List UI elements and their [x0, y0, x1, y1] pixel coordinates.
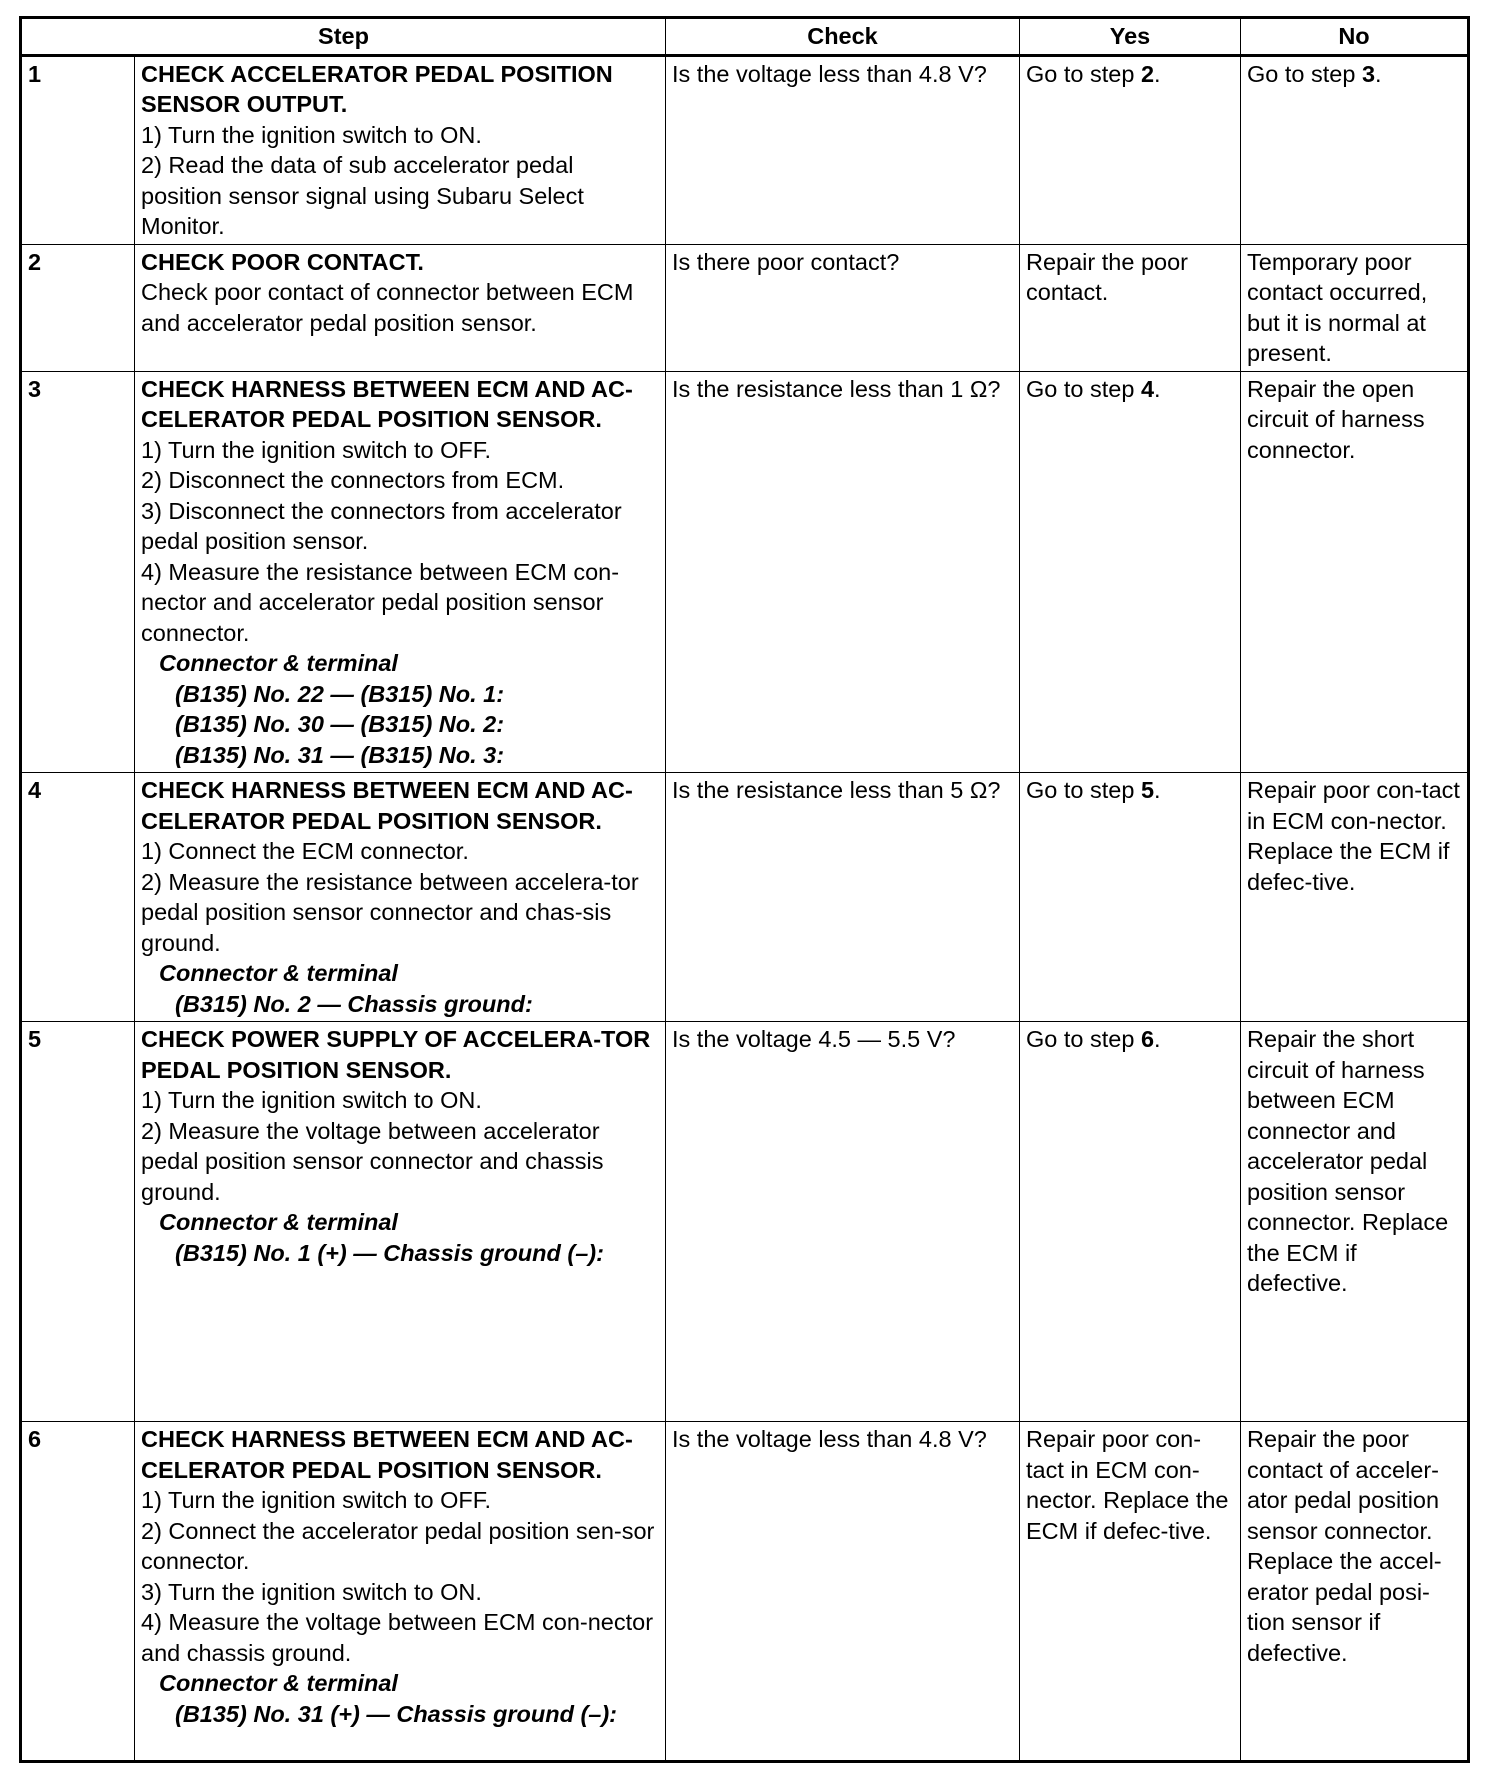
step-title: CHECK HARNESS BETWEEN ECM AND AC-CELERATOR PEDAL POSITION SENSOR. — [141, 375, 633, 432]
step-instruction: 2) Measure the resistance between accelera-tor pedal position sensor connector and chas-sis ground. — [141, 868, 639, 956]
step-instruction: 1) Connect the ECM connector. — [141, 838, 469, 864]
no-prefix: Repair the short circuit of harness between ECM connector and accelerator pedal position sensor connector. Replace the ECM if defective. — [1247, 1026, 1449, 1296]
step-action — [135, 55, 666, 244]
step-number: 2 — [21, 244, 135, 371]
check-question: Is there poor contact? — [666, 244, 1020, 371]
yes-prefix: Repair the poor contact. — [1026, 248, 1188, 305]
no-text — [1247, 775, 1461, 897]
yes-outcome — [1020, 773, 1241, 1022]
header-no: No — [1241, 18, 1469, 56]
no-outcome — [1241, 371, 1469, 773]
yes-text — [1026, 374, 1234, 405]
table-row — [21, 55, 1469, 244]
yes-text — [1026, 1424, 1234, 1546]
table-row — [21, 1022, 1469, 1422]
yes-step-number: 2 — [1140, 60, 1155, 87]
table-header-row — [21, 18, 1469, 56]
step-action — [135, 773, 666, 1022]
yes-prefix: Go to step — [1026, 1026, 1141, 1052]
no-outcome — [1241, 1022, 1469, 1422]
step-instruction: 1) Turn the ignition switch to OFF. — [141, 436, 492, 463]
no-suffix: . — [1375, 60, 1382, 87]
terminal-spec: (B135) No. 31 (+) — Chassis ground (–): — [175, 1700, 618, 1727]
header-check: Check — [666, 18, 1020, 56]
step-title: CHECK HARNESS BETWEEN ECM AND AC-CELERATOR PEDAL POSITION SENSOR. — [141, 777, 633, 834]
step-instruction: 1) Turn the ignition switch to ON. — [141, 121, 482, 148]
yes-text — [1026, 247, 1234, 308]
no-outcome — [1241, 244, 1469, 371]
step-action — [135, 371, 666, 773]
step-instruction: 3) Disconnect the connectors from accelerator pedal position sensor. — [141, 497, 622, 554]
no-prefix: Go to step — [1247, 60, 1362, 87]
check-question: Is the voltage less than 4.8 V? — [666, 55, 1020, 244]
no-step-number: 3 — [1361, 60, 1376, 87]
step-instruction: 2) Connect the accelerator pedal position sen-sor connector. — [141, 1517, 655, 1574]
diagnostic-table — [19, 16, 1470, 1763]
step-instruction: 2) Measure the voltage between accelerator pedal position sensor connector and chassis ground. — [141, 1117, 604, 1205]
no-prefix: Temporary poor contact occurred, but it is normal at present. — [1247, 248, 1428, 366]
no-text — [1247, 1424, 1461, 1668]
no-text — [1247, 374, 1461, 466]
yes-step-number: 6 — [1140, 1026, 1155, 1052]
no-text — [1247, 1024, 1461, 1299]
yes-prefix: Go to step — [1026, 60, 1141, 87]
yes-suffix: . — [1154, 375, 1161, 402]
yes-outcome — [1020, 1422, 1241, 1762]
diagnostic-procedure-sheet — [19, 16, 1470, 1763]
step-title: CHECK POWER SUPPLY OF ACCELERA-TOR PEDAL POSITION SENSOR. — [141, 1026, 651, 1083]
connector-terminal-label: Connector & terminal — [159, 1209, 398, 1235]
table-row — [21, 773, 1469, 1022]
step-title: CHECK ACCELERATOR PEDAL POSITION SENSOR OUTPUT. — [141, 60, 613, 117]
terminal-spec: (B315) No. 1 (+) — Chassis ground (–): — [175, 1239, 604, 1266]
no-prefix: Repair poor con-tact in ECM con-nector. Replace the ECM if defec-tive. — [1247, 777, 1460, 895]
terminal-spec: (B135) No. 22 — (B315) No. 1: — [175, 680, 505, 707]
terminal-spec: (B135) No. 30 — (B315) No. 2: — [175, 711, 505, 737]
yes-outcome — [1020, 371, 1241, 773]
no-outcome — [1241, 55, 1469, 244]
yes-suffix: . — [1154, 777, 1161, 803]
yes-step-number: 4 — [1140, 375, 1155, 402]
step-instruction: 1) Turn the ignition switch to ON. — [141, 1087, 482, 1113]
step-title: CHECK POOR CONTACT. — [141, 248, 424, 275]
connector-terminal-label: Connector & terminal — [159, 960, 398, 986]
yes-prefix: Go to step — [1026, 777, 1141, 803]
step-number: 6 — [21, 1422, 135, 1762]
check-question: Is the resistance less than 1 Ω? — [666, 371, 1020, 773]
terminal-spec: (B315) No. 2 — Chassis ground: — [175, 990, 533, 1017]
yes-text — [1026, 59, 1234, 90]
table-body — [21, 55, 1469, 1762]
yes-outcome — [1020, 244, 1241, 371]
step-instruction: Check poor contact of connector between ECM and accelerator pedal position sensor. — [141, 279, 634, 336]
check-question: Is the voltage 4.5 — 5.5 V? — [666, 1022, 1020, 1422]
yes-text — [1026, 775, 1234, 806]
step-action — [135, 1022, 666, 1422]
step-instruction: 4) Measure the resistance between ECM con-nector and accelerator pedal position sensor connector. — [141, 558, 620, 646]
check-question: Is the voltage less than 4.8 V? — [666, 1422, 1020, 1762]
step-instruction: 1) Turn the ignition switch to OFF. — [141, 1487, 492, 1513]
connector-terminal-label: Connector & terminal — [159, 650, 398, 676]
yes-outcome — [1020, 55, 1241, 244]
step-title: CHECK HARNESS BETWEEN ECM AND AC-CELERATOR PEDAL POSITION SENSOR. — [141, 1426, 633, 1483]
no-text — [1247, 59, 1461, 90]
no-outcome — [1241, 1422, 1469, 1762]
table-row — [21, 371, 1469, 773]
yes-step-number: 5 — [1140, 777, 1155, 803]
header-yes: Yes — [1020, 18, 1241, 56]
terminal-spec: (B135) No. 31 — (B315) No. 3: — [175, 741, 505, 768]
no-outcome — [1241, 773, 1469, 1022]
yes-prefix: Go to step — [1026, 375, 1141, 402]
table-row — [21, 244, 1469, 371]
step-number: 1 — [21, 55, 135, 244]
step-action — [135, 1422, 666, 1762]
step-number: 4 — [21, 773, 135, 1022]
no-text — [1247, 247, 1461, 369]
step-instruction: 4) Measure the voltage between ECM con-nector and chassis ground. — [141, 1609, 654, 1666]
yes-suffix: . — [1154, 60, 1161, 87]
yes-prefix: Repair poor con-tact in ECM con-nector. Replace the ECM if defec-tive. — [1026, 1426, 1229, 1544]
check-question: Is the resistance less than 5 Ω? — [666, 773, 1020, 1022]
step-action — [135, 244, 666, 371]
step-instruction: 3) Turn the ignition switch to ON. — [141, 1578, 482, 1605]
yes-text — [1026, 1024, 1234, 1055]
no-prefix: Repair the poor contact of acceler-ator pedal position sensor connector. Replace the accel-erator pedal posi-tion sensor if defective. — [1247, 1426, 1442, 1666]
yes-outcome — [1020, 1022, 1241, 1422]
yes-suffix: . — [1154, 1026, 1161, 1052]
step-number: 3 — [21, 371, 135, 773]
step-number: 5 — [21, 1022, 135, 1422]
step-instruction: 2) Read the data of sub accelerator pedal position sensor signal using Subaru Select Monitor. — [141, 152, 584, 239]
connector-terminal-label: Connector & terminal — [159, 1670, 398, 1696]
step-instruction: 2) Disconnect the connectors from ECM. — [141, 467, 565, 493]
table-row — [21, 1422, 1469, 1762]
no-prefix: Repair the open circuit of harness connector. — [1247, 375, 1425, 463]
header-step: Step — [21, 18, 666, 56]
